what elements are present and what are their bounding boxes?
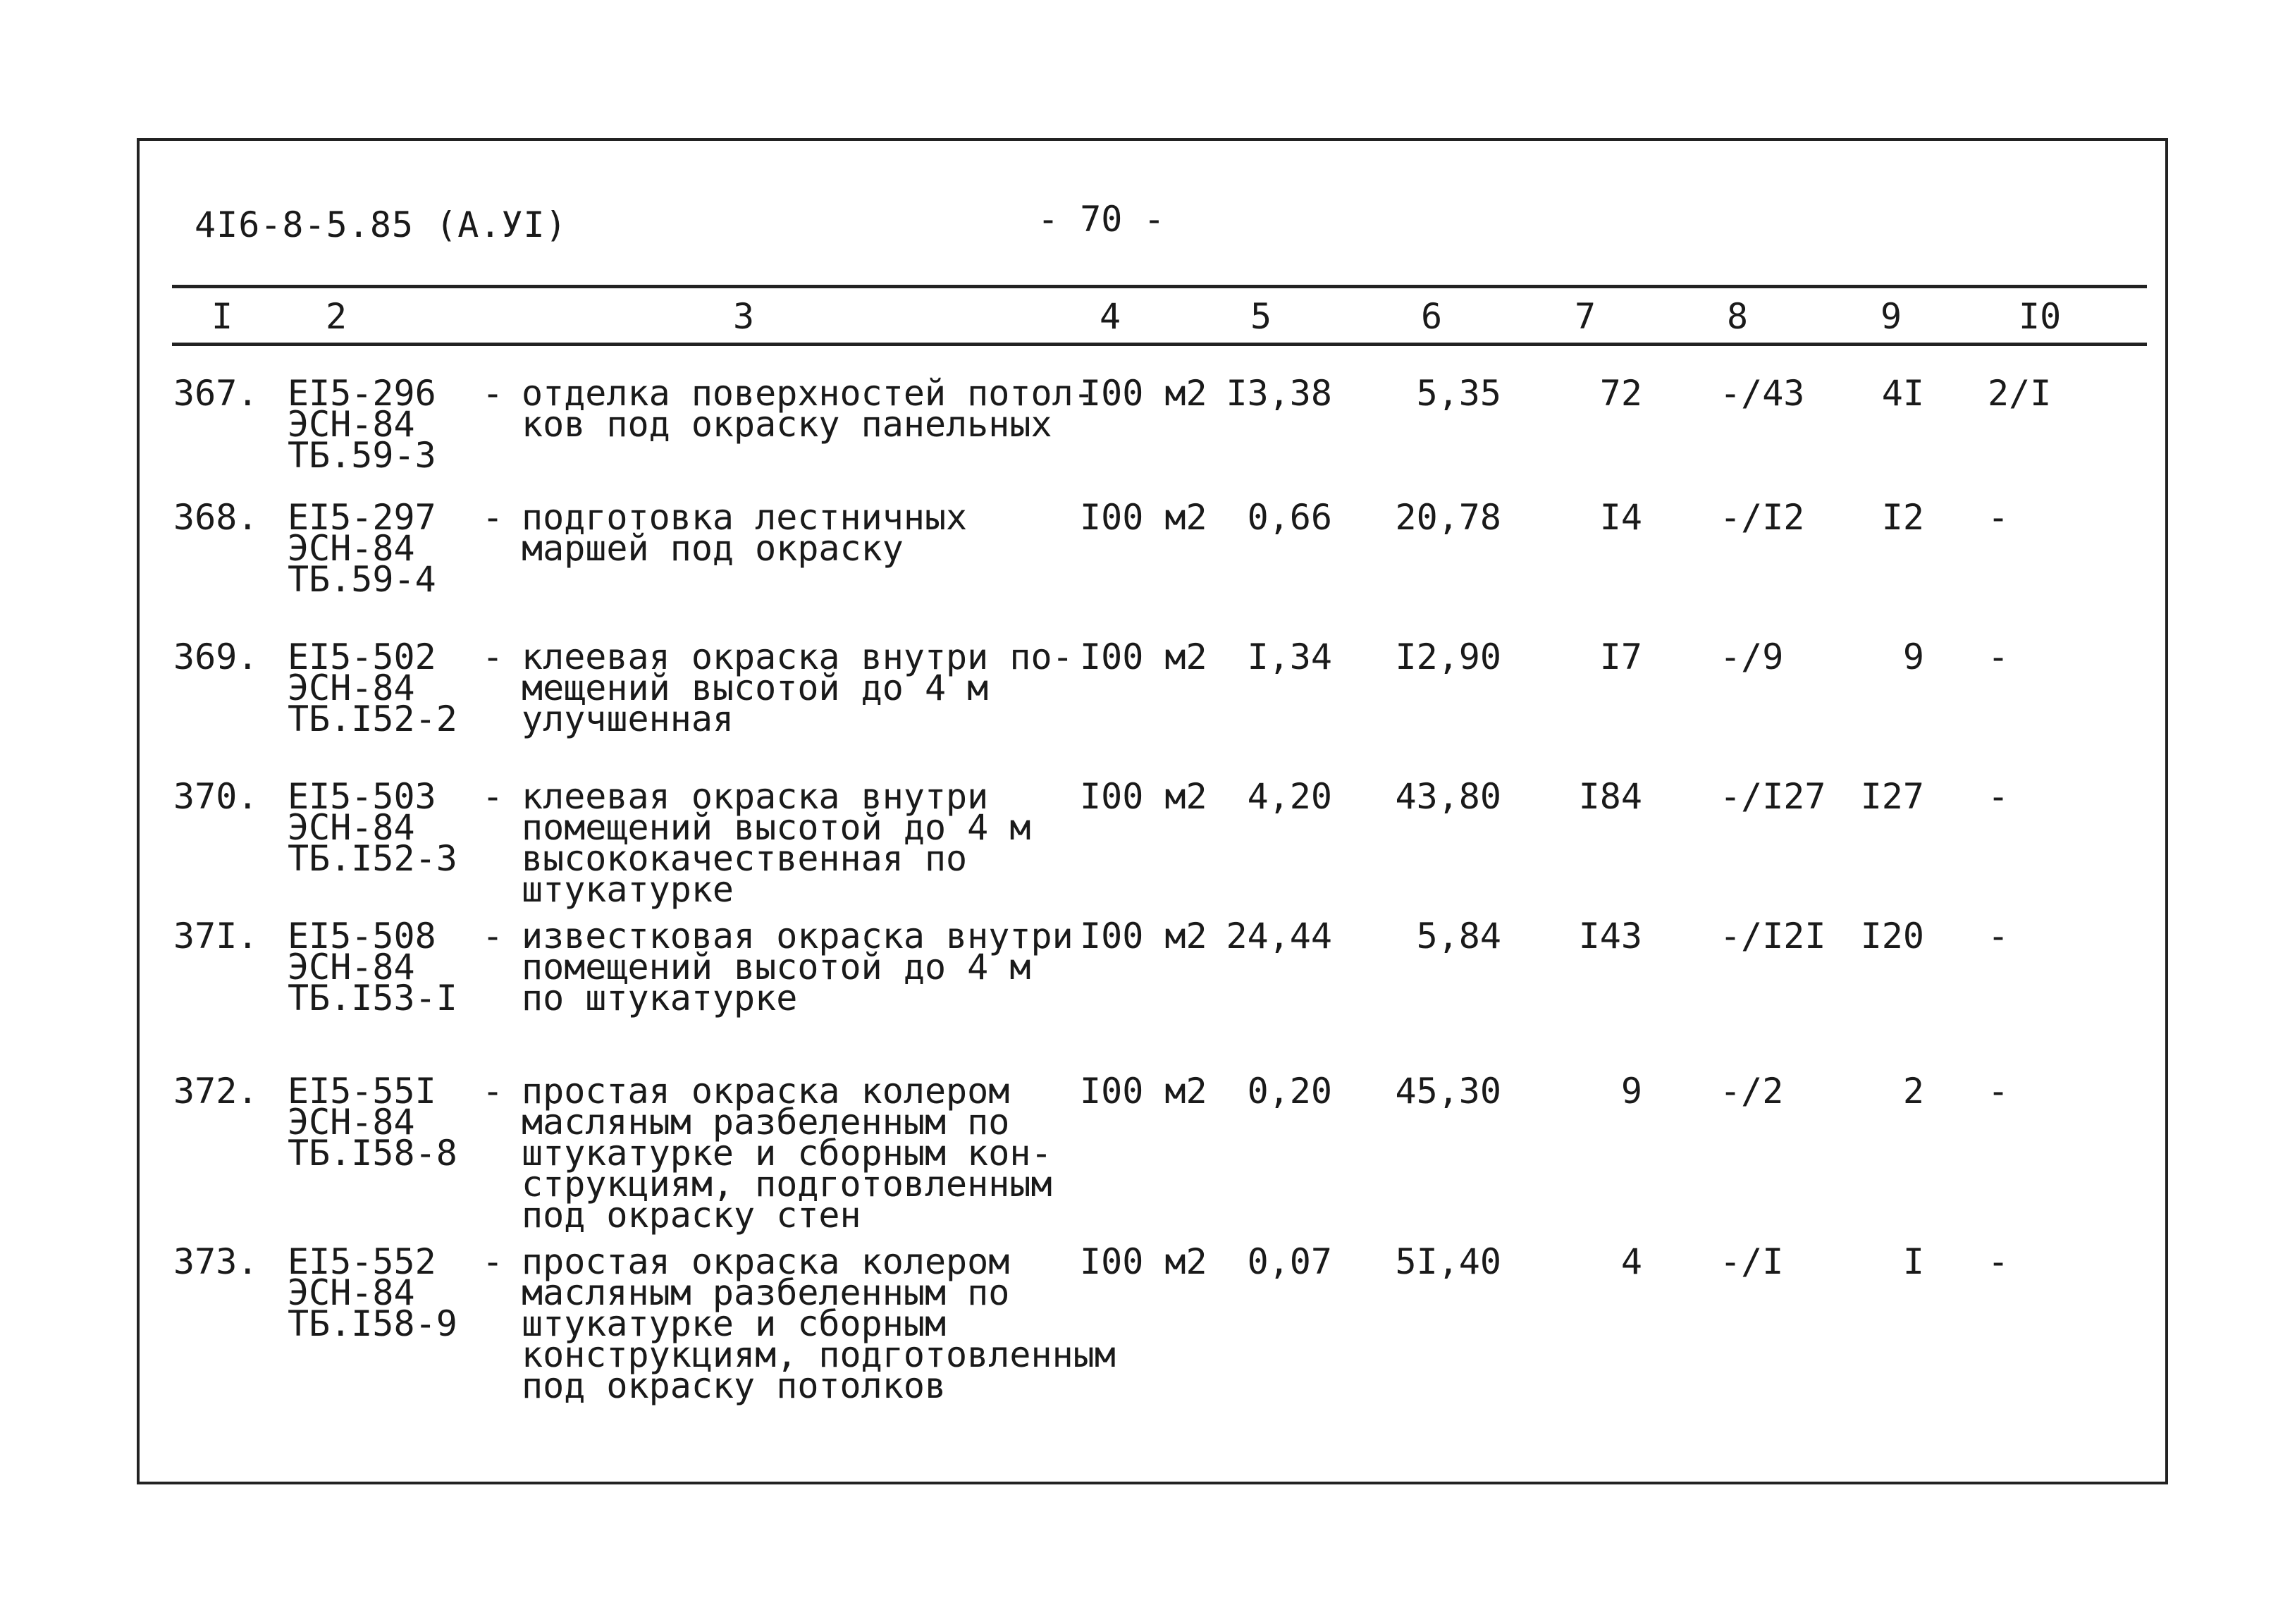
row-col9: I27 [1860, 776, 1924, 817]
row-col5: I,34 [1247, 636, 1332, 677]
row-number: 37I. [173, 916, 259, 956]
table-top-rule [172, 285, 2147, 288]
row-col8: -/I2I [1720, 916, 1826, 956]
row-col10: - [1988, 497, 2009, 538]
row-col9: 2 [1902, 1071, 1924, 1112]
row-code: EI5-55I ЭСН-84 ТБ.I58-8 [288, 1071, 457, 1174]
column-header-10: I0 [2019, 296, 2062, 337]
row-col5: 0,07 [1247, 1241, 1332, 1282]
column-header-3: 3 [733, 296, 755, 337]
row-dash: - [482, 373, 504, 414]
row-col9: 9 [1902, 636, 1924, 677]
row-col6: 5,35 [1416, 373, 1501, 414]
row-col5: 0,66 [1247, 497, 1332, 538]
document-code: 4I6-8-5.85 (А.УI) [195, 204, 567, 245]
row-col6: 5,84 [1416, 916, 1501, 956]
row-dash: - [482, 1241, 504, 1282]
row-dash: - [482, 916, 504, 956]
row-col10: - [1988, 636, 2009, 677]
row-code: EI5-297 ЭСН-84 ТБ.59-4 [288, 497, 436, 600]
row-col10: - [1988, 776, 2009, 817]
row-col7: I84 [1578, 776, 1642, 817]
row-code: EI5-503 ЭСН-84 ТБ.I52-3 [288, 776, 457, 879]
row-description: клеевая окраска внутри по- мещений высотой до 4 м улучшенная [522, 636, 1073, 739]
row-dash: - [482, 497, 504, 538]
row-col6: I2,90 [1395, 636, 1501, 677]
row-col6: 5I,40 [1395, 1241, 1501, 1282]
column-header-1: I [211, 296, 233, 337]
row-unit: I00 м2 [1080, 1071, 1207, 1112]
row-number: 369. [173, 636, 259, 677]
row-col10: - [1988, 916, 2009, 956]
row-code: EI5-552 ЭСН-84 ТБ.I58-9 [288, 1241, 457, 1344]
row-unit: I00 м2 [1080, 916, 1207, 956]
row-col7: I7 [1599, 636, 1642, 677]
row-unit: I00 м2 [1080, 636, 1207, 677]
row-col8: -/9 [1720, 636, 1784, 677]
row-number: 372. [173, 1071, 259, 1112]
row-description: подготовка лестничных маршей под окраску [522, 497, 968, 569]
row-unit: I00 м2 [1080, 776, 1207, 817]
row-col7: I4 [1599, 497, 1642, 538]
row-col8: -/43 [1720, 373, 1805, 414]
row-col6: 45,30 [1395, 1071, 1501, 1112]
row-code: EI5-296 ЭСН-84 ТБ.59-3 [288, 373, 436, 476]
row-description: простая окраска колером масляным разбеленным по штукатурке и сборным кон- струкциям, подготовленным под окраску стен [522, 1071, 1052, 1236]
row-code: EI5-508 ЭСН-84 ТБ.I53-I [288, 916, 457, 1019]
row-col6: 43,80 [1395, 776, 1501, 817]
column-header-6: 6 [1421, 296, 1443, 337]
row-dash: - [482, 636, 504, 677]
row-col10: 2/I [1988, 373, 2052, 414]
row-number: 367. [173, 373, 259, 414]
row-col7: 72 [1599, 373, 1642, 414]
row-col8: -/I27 [1720, 776, 1826, 817]
column-header-5: 5 [1250, 296, 1272, 337]
row-col5: I3,38 [1226, 373, 1332, 414]
row-description: простая окраска колером масляным разбеленным по штукатурке и сборным конструкциям, подготовленным под окраску потолков [522, 1241, 1116, 1406]
row-col10: - [1988, 1241, 2009, 1282]
table-header-rule [172, 343, 2147, 346]
page-number: - 70 - [1038, 199, 1165, 240]
row-description: клеевая окраска внутри помещений высотой до 4 м высококачественная по штукатурке [522, 776, 1031, 910]
row-code: EI5-502 ЭСН-84 ТБ.I52-2 [288, 636, 457, 739]
row-dash: - [482, 776, 504, 817]
row-number: 370. [173, 776, 259, 817]
row-unit: I00 м2 [1080, 497, 1207, 538]
row-col5: 24,44 [1226, 916, 1332, 956]
row-dash: - [482, 1071, 504, 1112]
row-col9: I20 [1860, 916, 1924, 956]
row-number: 373. [173, 1241, 259, 1282]
row-col7: 9 [1620, 1071, 1642, 1112]
row-col7: 4 [1620, 1241, 1642, 1282]
row-col6: 20,78 [1395, 497, 1501, 538]
row-number: 368. [173, 497, 259, 538]
row-col5: 4,20 [1247, 776, 1332, 817]
row-col9: I [1902, 1241, 1924, 1282]
row-description: известковая окраска внутри помещений высотой до 4 м по штукатурке [522, 916, 1073, 1019]
column-header-4: 4 [1100, 296, 1121, 337]
row-col8: -/I2 [1720, 497, 1805, 538]
column-header-7: 7 [1575, 296, 1596, 337]
column-header-2: 2 [326, 296, 347, 337]
row-description: отделка поверхностей потол- ков под окраску панельных [522, 373, 1095, 445]
column-header-8: 8 [1727, 296, 1749, 337]
row-col9: I2 [1881, 497, 1924, 538]
row-unit: I00 м2 [1080, 1241, 1207, 1282]
row-col8: -/I [1720, 1241, 1784, 1282]
row-col10: - [1988, 1071, 2009, 1112]
row-col7: I43 [1578, 916, 1642, 956]
row-col8: -/2 [1720, 1071, 1784, 1112]
row-col9: 4I [1881, 373, 1924, 414]
row-col5: 0,20 [1247, 1071, 1332, 1112]
row-unit: I00 м2 [1080, 373, 1207, 414]
column-header-9: 9 [1880, 296, 1902, 337]
